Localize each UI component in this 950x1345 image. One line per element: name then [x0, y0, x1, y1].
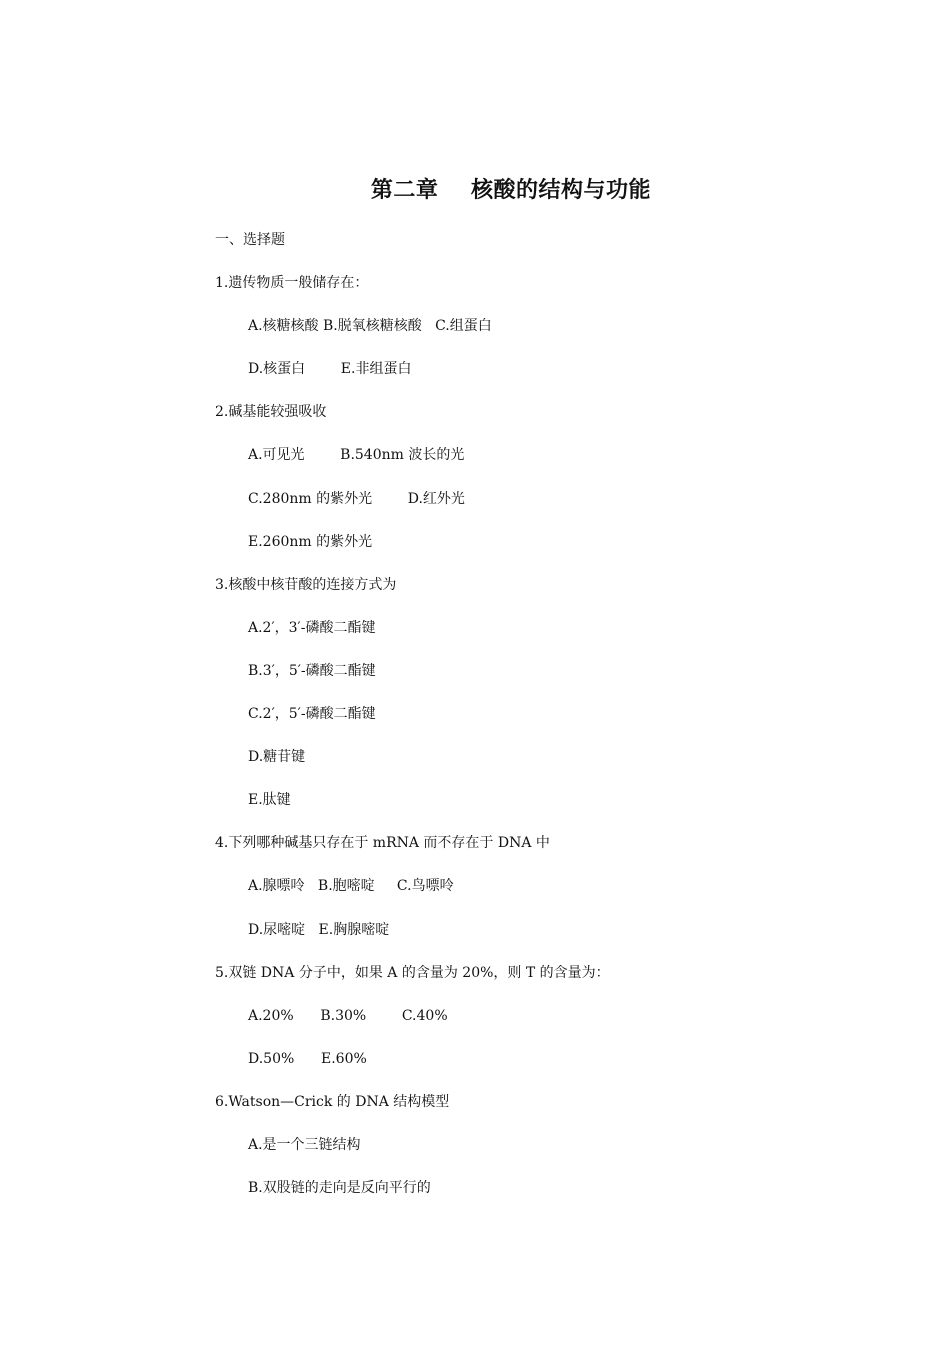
question-option: A.是一个三链结构	[248, 1136, 361, 1153]
section-heading: 一、选择题	[215, 232, 285, 248]
chapter-title: 第二章 核酸的结构与功能	[370, 178, 652, 203]
question-option: C.2′，5′-磷酸二酯键	[248, 706, 376, 723]
question-option: E.260nm 的紫外光	[248, 533, 373, 550]
question-option: E.肽键	[248, 792, 291, 809]
document-body	[215, 228, 915, 1219]
question-option: A.腺嘌呤 B.胞嘧啶 C.鸟嘌呤	[248, 878, 454, 895]
question-stem: 2.碱基能较强吸收	[215, 404, 327, 421]
question-option: B.双股链的走向是反向平行的	[248, 1180, 431, 1197]
question-stem: 6.Watson—Crick 的 DNA 结构模型	[215, 1093, 450, 1110]
question-option: A.20% B.30% C.40%	[248, 1007, 448, 1024]
question-option: A.可见光 B.540nm 波长的光	[248, 447, 465, 464]
question-option: D.尿嘧啶 E.胸腺嘧啶	[248, 921, 390, 938]
question-stem: 5.双链 DNA 分子中，如果 A 的含量为 20%，则 T 的含量为：	[215, 964, 610, 981]
question-option: D.糖苷键	[248, 749, 306, 766]
question-stem: 4.下列哪种碱基只存在于 mRNA 而不存在于 DNA 中	[215, 835, 550, 852]
question-option: B.3′，5′-磷酸二酯键	[248, 662, 376, 679]
question-option: D.50% E.60%	[248, 1050, 367, 1067]
question-stem: 1.遗传物质一般储存在：	[215, 275, 369, 292]
question-option: D.核蛋白 E.非组蛋白	[248, 361, 412, 378]
question-option: C.280nm 的紫外光 D.红外光	[248, 490, 465, 507]
question-stem: 3.核酸中核苷酸的连接方式为	[215, 576, 397, 593]
question-option: A.核糖核酸 B.脱氧核糖核酸 C.组蛋白	[248, 318, 492, 335]
question-option: A.2′，3′-磷酸二酯键	[248, 619, 376, 636]
